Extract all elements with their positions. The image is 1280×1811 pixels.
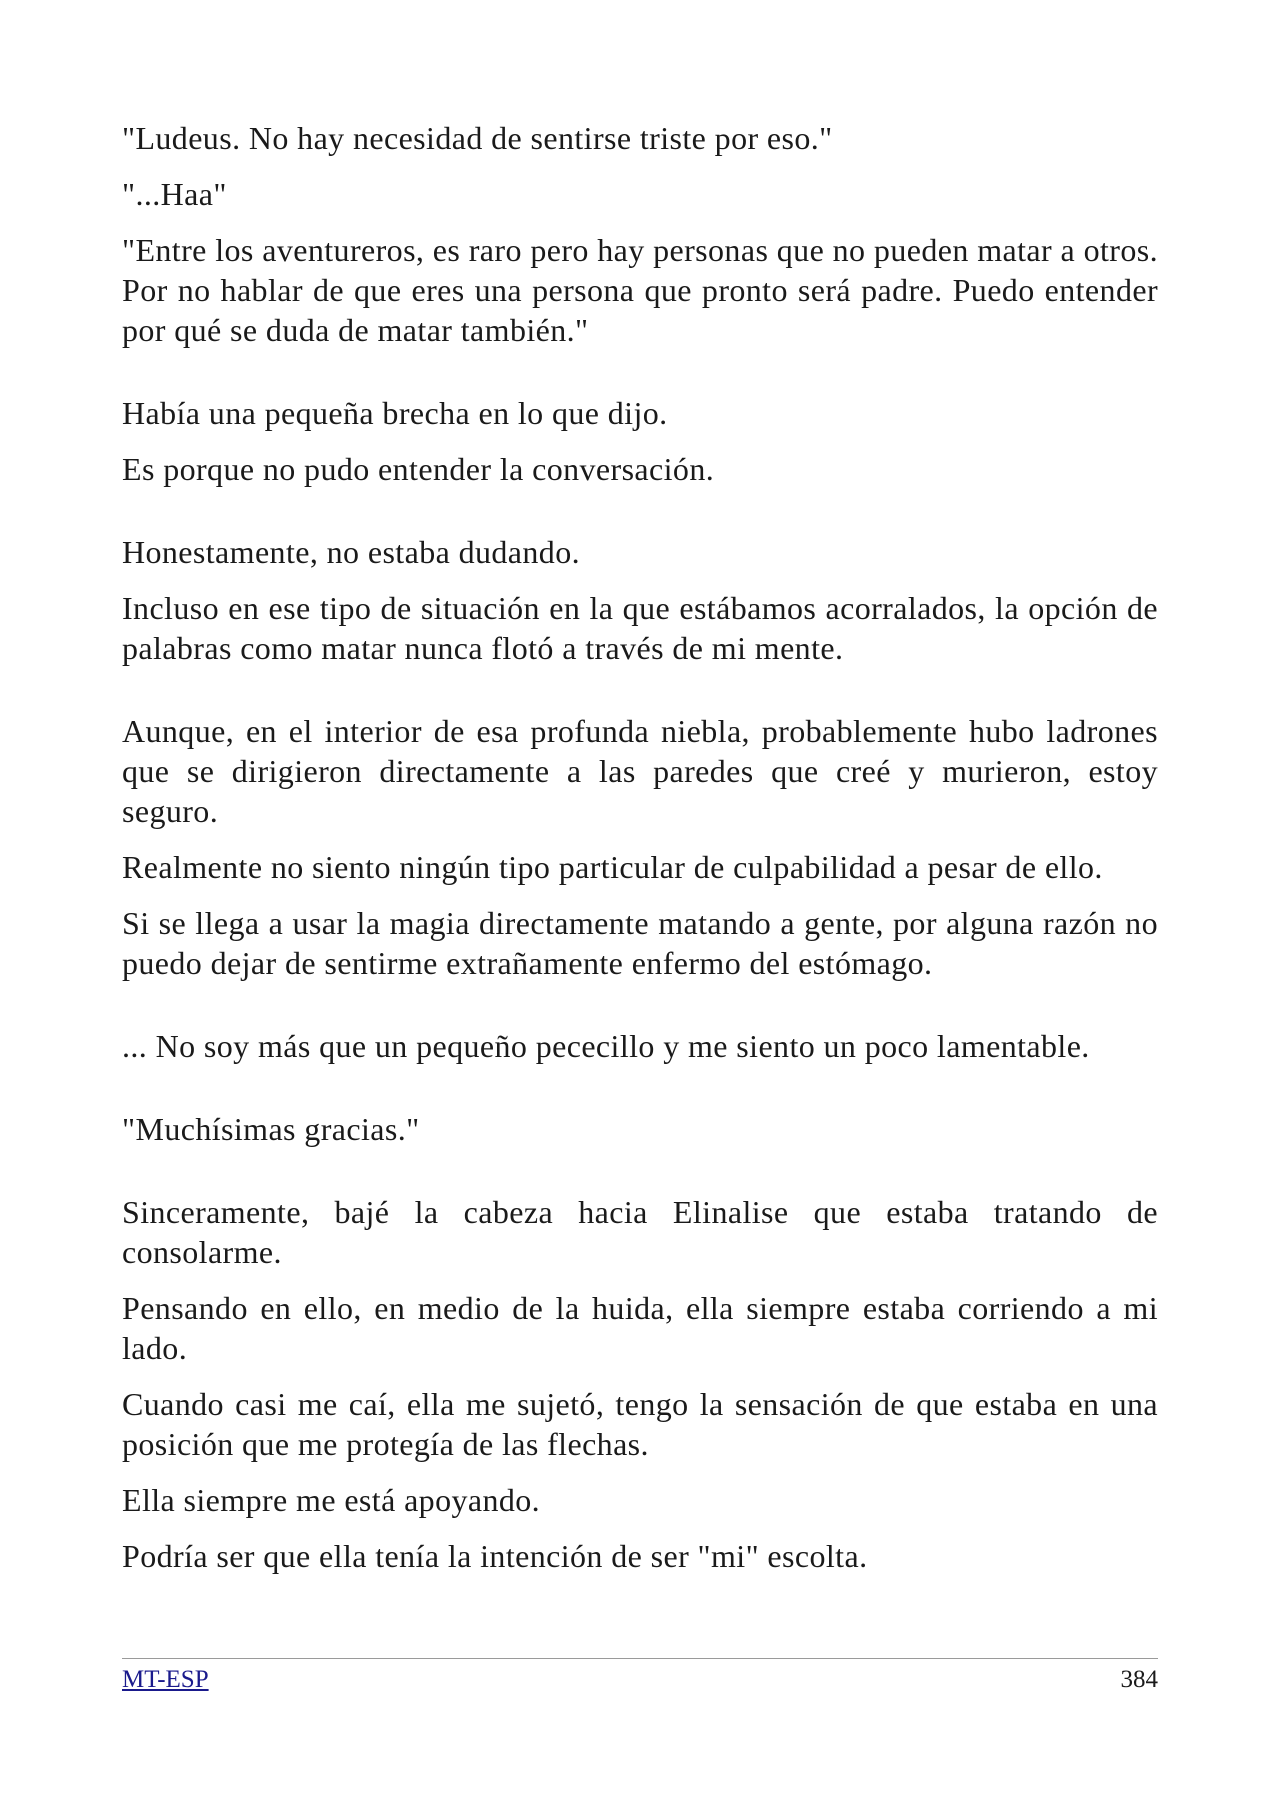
paragraph-15: Cuando casi me caí, ella me sujetó, tengo la sensación de que estaba en una posición que me protegía de las flechas. (122, 1386, 1158, 1462)
paragraph-gap (122, 999, 1158, 1026)
paragraph-11: ... No soy más que un pequeño pececillo y me siento un poco lamentable. (122, 1028, 1090, 1064)
paragraph-3: "Entre los aventureros, es raro pero hay personas que no pueden matar a otros. Por no hablar de que eres una persona que pronto será padre. Puedo entender por qué se duda de matar también." (122, 232, 1158, 348)
paragraph-16: Ella siempre me está apoyando. (122, 1482, 541, 1518)
paragraph-14: Pensando en ello, en medio de la huida, ella siempre estaba corriendo a mi lado. (122, 1290, 1158, 1366)
paragraph-7: Incluso en ese tipo de situación en la que estábamos acorralados, la opción de palabras como matar nunca flotó a través de mi mente. (122, 590, 1158, 666)
paragraph-gap (122, 366, 1158, 393)
paragraph-17: Podría ser que ella tenía la intención de ser "mi" escolta. (122, 1538, 868, 1574)
paragraph-gap (122, 505, 1158, 532)
paragraph-1: "Ludeus. No hay necesidad de sentirse triste por eso." (122, 120, 833, 156)
paragraph-5: Es porque no pudo entender la conversación. (122, 451, 715, 487)
paragraph-6: Honestamente, no estaba dudando. (122, 534, 581, 570)
footer-link[interactable]: MT-ESP (122, 1666, 209, 1693)
body-text (122, 118, 1158, 1592)
paragraph-12: "Muchísimas gracias." (122, 1111, 420, 1147)
paragraph-gap (122, 1082, 1158, 1109)
page-number: 384 (1120, 1666, 1158, 1693)
paragraph-2: "...Haa" (122, 176, 227, 212)
paragraph-13: Sinceramente, bajé la cabeza hacia Elinalise que estaba tratando de consolarme. (122, 1194, 1158, 1270)
paragraph-gap (122, 684, 1158, 711)
paragraph-10: Si se llega a usar la magia directamente matando a gente, por alguna razón no puedo dejar de sentirme extrañamente enfermo del estómago. (122, 905, 1158, 981)
paragraph-9: Realmente no siento ningún tipo particular de culpabilidad a pesar de ello. (122, 849, 1103, 885)
paragraph-4: Había una pequeña brecha en lo que dijo. (122, 395, 668, 431)
page-footer (122, 1658, 1158, 1695)
paragraph-gap (122, 1165, 1158, 1192)
paragraph-8: Aunque, en el interior de esa profunda niebla, probablemente hubo ladrones que se dirigieron directamente a las paredes que creé y murieron, estoy seguro. (122, 713, 1158, 829)
